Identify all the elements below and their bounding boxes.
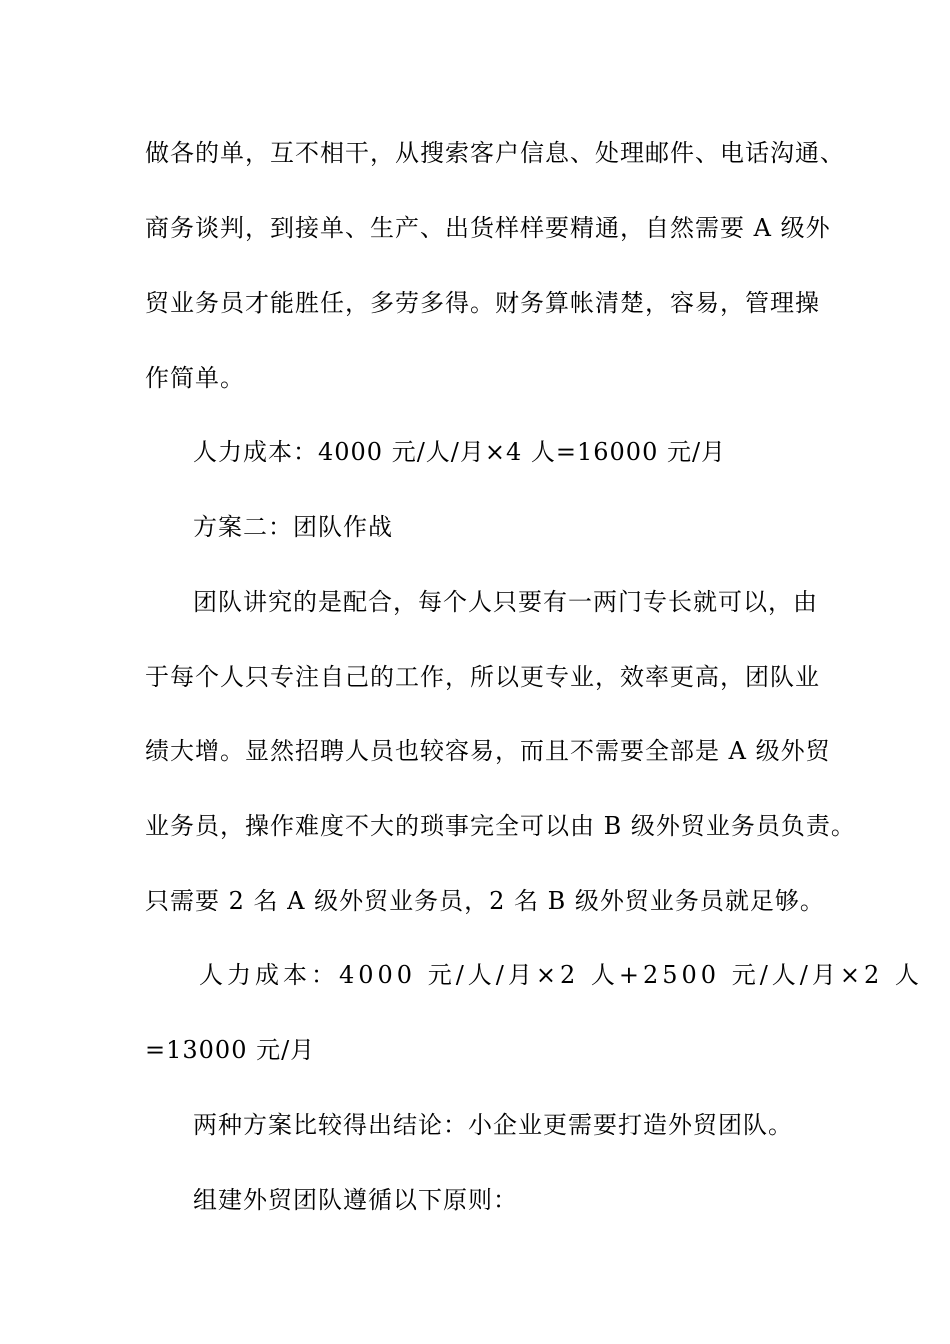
- cost-line-continued: =13000 元/月: [145, 1036, 316, 1064]
- principles-heading: 组建外贸团队遵循以下原则：: [193, 1186, 518, 1214]
- paragraph-line: 绩大增。显然招聘人员也较容易，而且不需要全部是 A 级外贸: [145, 737, 831, 765]
- conclusion-line: 两种方案比较得出结论：小企业更需要打造外贸团队。: [193, 1111, 793, 1139]
- paragraph-line: 只需要 2 名 A 级外贸业务员，2 名 B 级外贸业务员就足够。: [145, 887, 825, 915]
- paragraph-line: 团队讲究的是配合，每个人只要有一两门专长就可以，由: [193, 588, 818, 616]
- section-heading: 方案二：团队作战: [193, 513, 393, 541]
- cost-line: 人力成本：4000 元/人/月×2 人+2500 元/人/月×2 人: [199, 961, 923, 989]
- paragraph-line: 作简单。: [145, 364, 245, 392]
- paragraph-line: 做各的单，互不相干，从搜索客户信息、处理邮件、电话沟通、: [145, 139, 845, 167]
- cost-line: 人力成本：4000 元/人/月×4 人=16000 元/月: [193, 438, 727, 466]
- paragraph-line: 商务谈判，到接单、生产、出货样样要精通，自然需要 A 级外: [145, 214, 831, 242]
- paragraph-line: 于每个人只专注自己的工作，所以更专业，效率更高，团队业: [145, 663, 820, 691]
- paragraph-line: 业务员，操作难度不大的琐事完全可以由 B 级外贸业务员负责。: [145, 812, 856, 840]
- paragraph-line: 贸业务员才能胜任，多劳多得。财务算帐清楚，容易，管理操: [145, 289, 820, 317]
